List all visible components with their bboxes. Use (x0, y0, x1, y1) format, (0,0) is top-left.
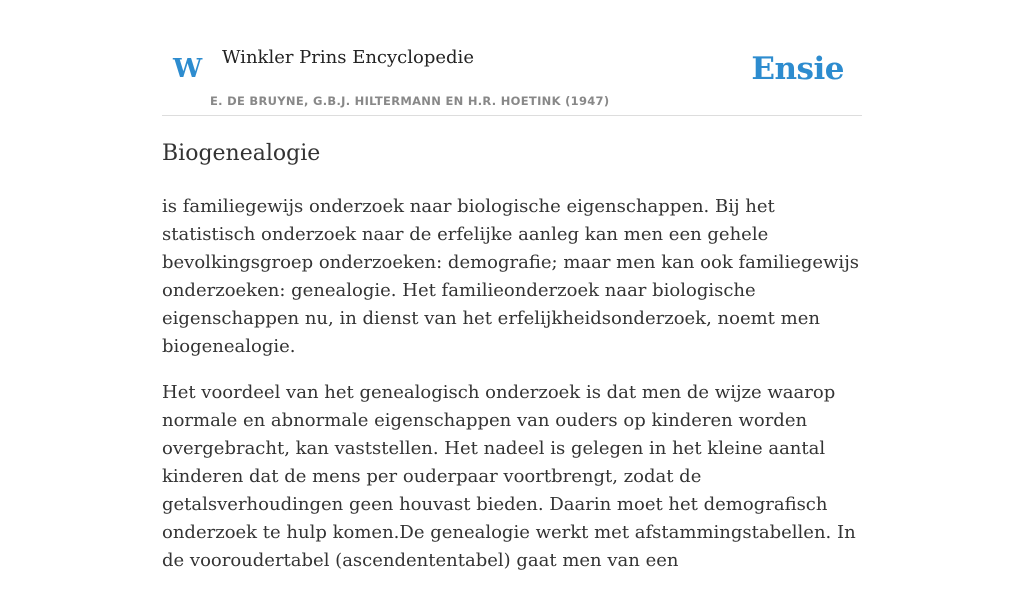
brand-logo[interactable]: Ensie (751, 51, 844, 87)
article-paragraph: Het voordeel van het genealogisch onderzoek is dat men de wijze waarop normale en abnormale eigenschappen van ouders op kinderen worden overgebracht, kan vaststellen. Het nadeel is gelegen in het kleine aantal kinderen dat de mens per ouderpaar voortbrengt, zodat de getalsverhoudingen geen houvast bieden. Daarin moet het demografisch onderzoek te hulp komen.De genealogie werkt met afstammingstabellen. In de vooroudertabel (ascendententabel) gaat men van een (162, 382, 856, 571)
article-paragraph: is familiegewijs onderzoek naar biologische eigenschappen. Bij het statistisch onderzoek naar de erfelijke aanleg kan men een gehele bevolkingsgroep onderzoeken: demografie; maar men kan ook familiegewijs onderzoeken: genealogie. Het familieonderzoek naar biologische eigenschappen nu, in dienst van het erfelijkheidsonderzoek, noemt men biogenealogie. (162, 196, 860, 357)
source-authors: E. DE BRUYNE, G.B.J. HILTERMANN EN H.R. HOETINK (1947) (210, 94, 610, 108)
source-header (162, 0, 862, 116)
page (162, 0, 862, 571)
article-body (162, 193, 862, 593)
page-title: Biogenealogie (162, 141, 321, 166)
source-title[interactable]: Winkler Prins Encyclopedie (222, 47, 474, 68)
source-logo-icon[interactable]: W (173, 54, 203, 84)
